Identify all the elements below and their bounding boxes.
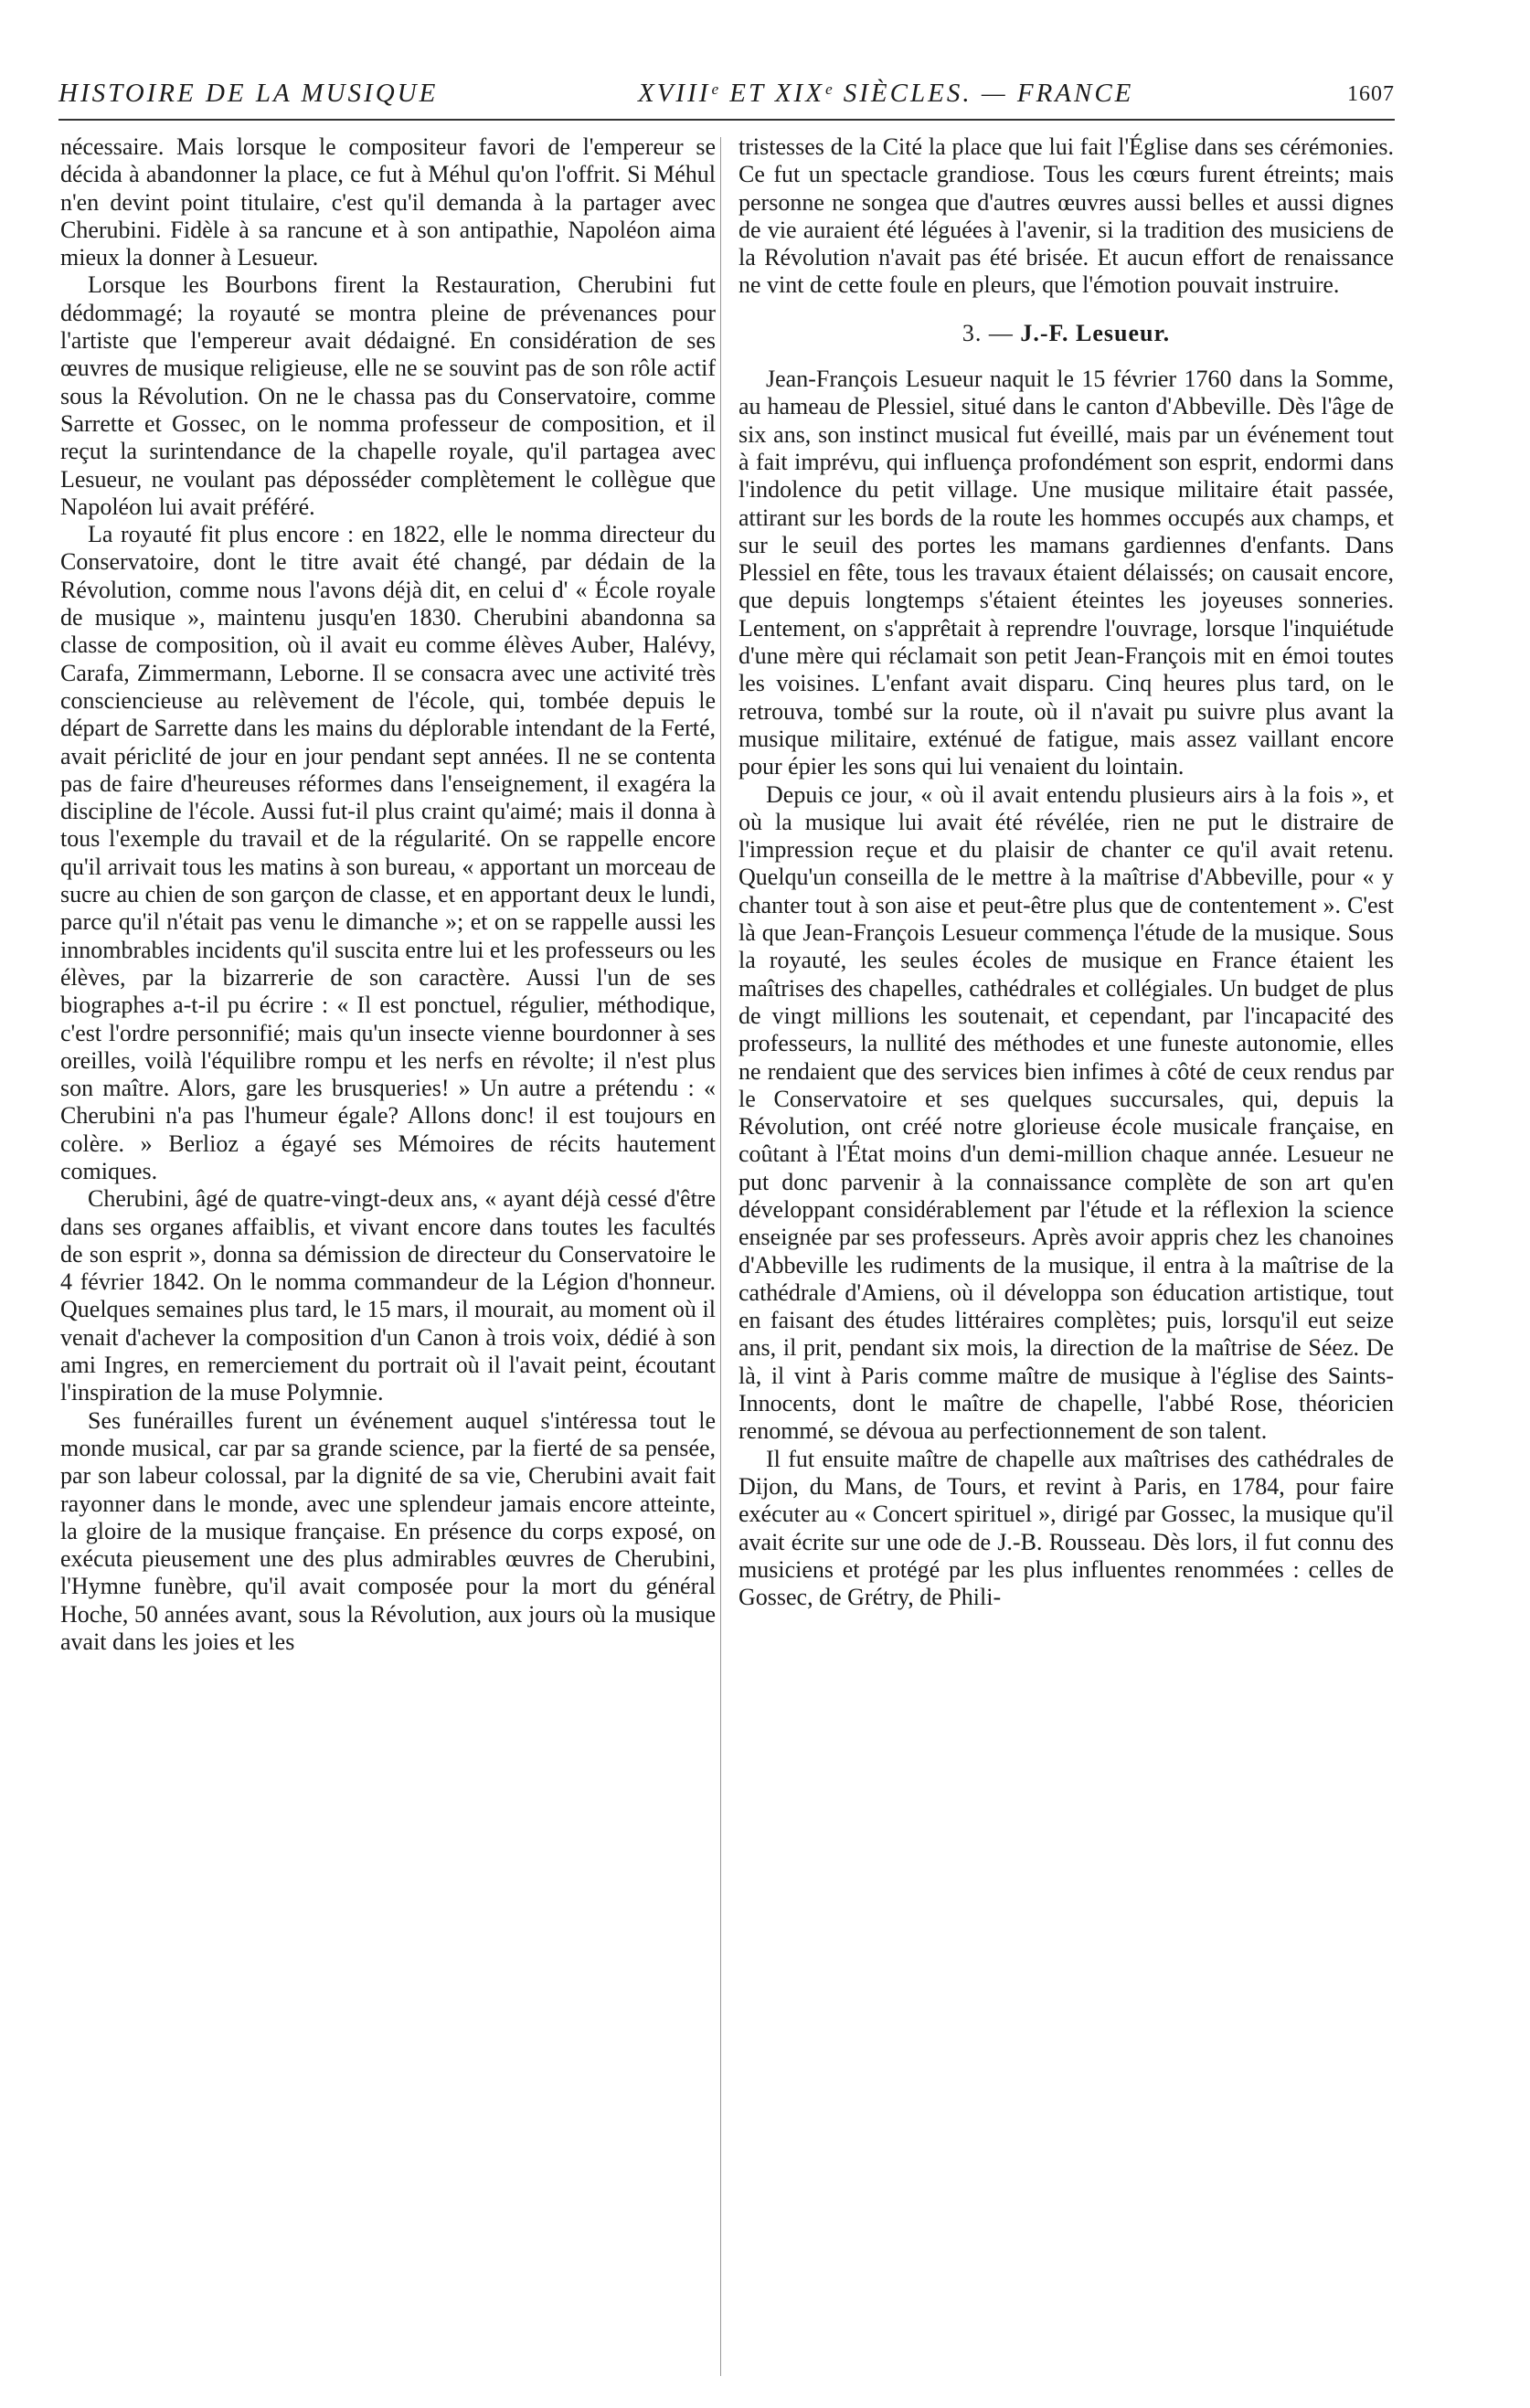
paragraph: Lorsque les Bourbons firent la Restauration, Cherubini fut dédommagé; la royauté se montra pleine de prévenances pour l'artiste que l'empereur avait dédaigné. En considération de ses œuvres de musique religieuse, elle ne se souvint pas de son rôle actif sous la Révolution. On ne le chassa pas du Conservatoire, comme Sarrette et Gossec, on le nomma professeur de composition, et il reçut la surintendance de la chapelle royale, qu'il partagea avec Lesueur, ne voulant pas déposséder complètement le collègue que Napoléon lui avait préféré. bbox=[60, 271, 716, 520]
page-number: 1607 bbox=[1347, 82, 1395, 106]
running-header bbox=[58, 79, 1395, 115]
paragraph: Jean-François Lesueur naquit le 15 février 1760 dans la Somme, au hameau de Plessiel, situé dans le canton d'Abbeville. Dès l'âge de six ans, son instinct musical fut éveillé, mais par un événement tout à fait imprévu, qui influença profondément son esprit, endormi dans l'indolence du petit village. Une musique militaire était passée, attirant sur les bords de la route les hommes occupés aux champs, et sur le seuil des portes les mamans gardiennes d'enfants. Dans Plessiel en fête, tous les travaux étaient délaissés; on causait encore, que depuis longtemps s'étaient éteintes les joyeuses sonneries. Lentement, on s'apprêtait à reprendre l'ouvrage, lorsque l'inquiétude d'une mère qui réclamait son petit Jean-François mit en émoi toutes les voisines. L'enfant avait disparu. Cinq heures plus tard, on le retrouva, tombé sur la route, où il n'avait pu suivre plus avant la musique militaire, exténué de fatigue, mais assez vaillant encore pour épier les sons qui lui venaient du lointain. bbox=[738, 366, 1394, 780]
header-rule bbox=[58, 119, 1395, 121]
paragraph: Il fut ensuite maître de chapelle aux maîtrises des cathédrales de Dijon, du Mans, de Tours, et revint à Paris, en 1784, pour faire exécuter au « Concert spirituel », dirigé par Gossec, la musique qu'il avait écrite sur une ode de J.-B. Rousseau. Dès lors, il fut connu des musiciens et protégé par les plus influentes renommées : celles de Gossec, de Grétry, de Phili- bbox=[738, 1445, 1394, 1611]
left-column bbox=[60, 133, 716, 1656]
header-section-title: XVIIIᵉ ET XIXᵉ SIÈCLES. — FRANCE bbox=[638, 79, 1134, 108]
paragraph: Ses funérailles furent un événement auquel s'intéressa tout le monde musical, car par sa grande science, par la fierté de sa pensée, par son labeur colossal, par la dignité de sa vie, Cherubini avait fait rayonner dans le monde, avec une splendeur jamais encore atteinte, la gloire de la musique française. En présence du corps exposé, on exécuta pieusement une des plus admirables œuvres de Cherubini, l'Hymne funèbre, qu'il avait composée pour la mort du général Hoche, 50 années avant, sous la Révolution, aux jours où la musique avait dans les joies et les bbox=[60, 1406, 716, 1656]
paragraph: La royauté fit plus encore : en 1822, elle le nomma directeur du Conservatoire, dont le titre avait été changé, par dédain de la Révolution, comme nous l'avons déjà dit, en celui d' « École royale de musique », maintenu jusqu'en 1830. Cherubini abandonna sa classe de composition, où il avait eu comme élèves Auber, Halévy, Carafa, Zimmermann, Leborne. Il se consacra avec une activité très consciencieuse au relèvement de l'école, qui, tombée depuis le départ de Sarrette dans les mains du déplorable intendant de la Ferté, avait périclité de jour en jour pendant sept années. Il ne se contenta pas de faire d'heureuses réformes dans l'enseignement, il exagéra la discipline de l'école. Aussi fut-il plus craint qu'aimé; mais il donna à tous l'exemple du travail et de la régularité. On se rappelle encore qu'il arrivait tous les matins à son bureau, « apportant un morceau de sucre au chien de son garçon de classe, et en apportant deux le lundi, parce qu'il n'était pas venu le dimanche »; et on se rappelle aussi les innombrables incidents qu'il suscita entre lui et les professeurs ou les élèves, par la bizarrerie de son caractère. Aussi l'un de ses biographes a-t-il pu écrire : « Il est ponctuel, régulier, méthodique, c'est l'ordre personnifié; mais qu'un insecte vienne bourdonner à ses oreilles, voilà l'équilibre rompu et les nerfs en révolte; il n'est plus son maître. Alors, gare les brusqueries! » Un autre a prétendu : « Cherubini n'a pas l'humeur égale? Allons donc! il est toujours en colère. » Berlioz a égayé ses Mémoires de récits hautement comiques. bbox=[60, 521, 716, 1184]
section-number: 3. — bbox=[962, 319, 1014, 346]
header-book-title: HISTOIRE DE LA MUSIQUE bbox=[58, 79, 439, 108]
column-divider bbox=[720, 137, 721, 2376]
paragraph: Depuis ce jour, « où il avait entendu plusieurs airs à la fois », et où la musique lui avait été révélée, rien ne put le distraire de l'impression reçue et du plaisir de chanter ce qu'il avait retenu. Quelqu'un conseilla de le mettre à la maîtrise d'Abbeville, pour « y chanter tout à son aise et peut-être plus que de contentement ». C'est là que Jean-François Lesueur commença l'étude de la musique. Sous la royauté, les seules écoles de musique en France étaient les maîtrises des chapelles, cathédrales et collégiales. Un budget de plus de vingt millions les soutenait, et cependant, par l'incapacité des professeurs, la nullité des méthodes et une funeste autonomie, elles ne rendaient que des services bien infimes à côté de ceux rendus par le Conservatoire et ses quelques succursales, qui, depuis la Révolution, ont créé notre glorieuse école musicale française, en coûtant à l'État moins d'un demi-million chaque année. Lesueur ne put donc parvenir à la connaissance complète de son art qu'en développant considérablement par l'étude et la réflexion la science enseignée par ses professeurs. Après avoir appris chez les chanoines d'Abbeville les rudiments de la musique, il entra à la maîtrise de la cathédrale d'Amiens, où il développa son éducation artistique, tout en faisant des études littéraires complètes; puis, lorsqu'il eut seize ans, il prit, pendant six mois, la direction de la maîtrise de Séez. De là, il vint à Paris comme maître de musique à l'église des Saints-Innocents, dont le maître de chapelle, l'abbé Rose, théoricien renommé, se dévoua au perfectionnement de son talent. bbox=[738, 780, 1394, 1445]
paragraph: nécessaire. Mais lorsque le compositeur favori de l'empereur se décida à abandonner la place, ce fut à Méhul qu'on l'offrit. Si Méhul n'en devint point titulaire, c'est qu'il demanda à la partager avec Cherubini. Fidèle à sa rancune et à son antipathie, Napoléon aima mieux la donner à Lesueur. bbox=[60, 133, 716, 271]
paragraph: tristesses de la Cité la place que lui fait l'Église dans ses cérémonies. Ce fut un spectacle grandiose. Tous les cœurs furent étreints; mais personne ne songea que d'autres œuvres aussi belles et aussi dignes de vie auraient été léguées à l'avenir, si la tradition des musiciens de la Révolution n'avait pas été brisée. Et aucun effort de renaissance ne vint de cette foule en pleurs, que l'émotion pouvait instruire. bbox=[738, 133, 1394, 299]
paragraph: Cherubini, âgé de quatre-vingt-deux ans, « ayant déjà cessé d'être dans ses organes affaiblis, et vivant encore dans toutes les facultés de son esprit », donna sa démission de directeur du Conservatoire le 4 février 1842. On le nomma commandeur de la Légion d'honneur. Quelques semaines plus tard, le 15 mars, il mourait, au moment où il venait d'achever la composition d'un Canon à trois voix, dédié à son ami Ingres, en remerciement du portrait où il l'avait peint, écoutant l'inspiration de la muse Polymnie. bbox=[60, 1185, 716, 1406]
section-title: J.-F. Lesueur. bbox=[1020, 319, 1171, 346]
section-heading bbox=[738, 320, 1394, 347]
right-column bbox=[738, 133, 1394, 1611]
